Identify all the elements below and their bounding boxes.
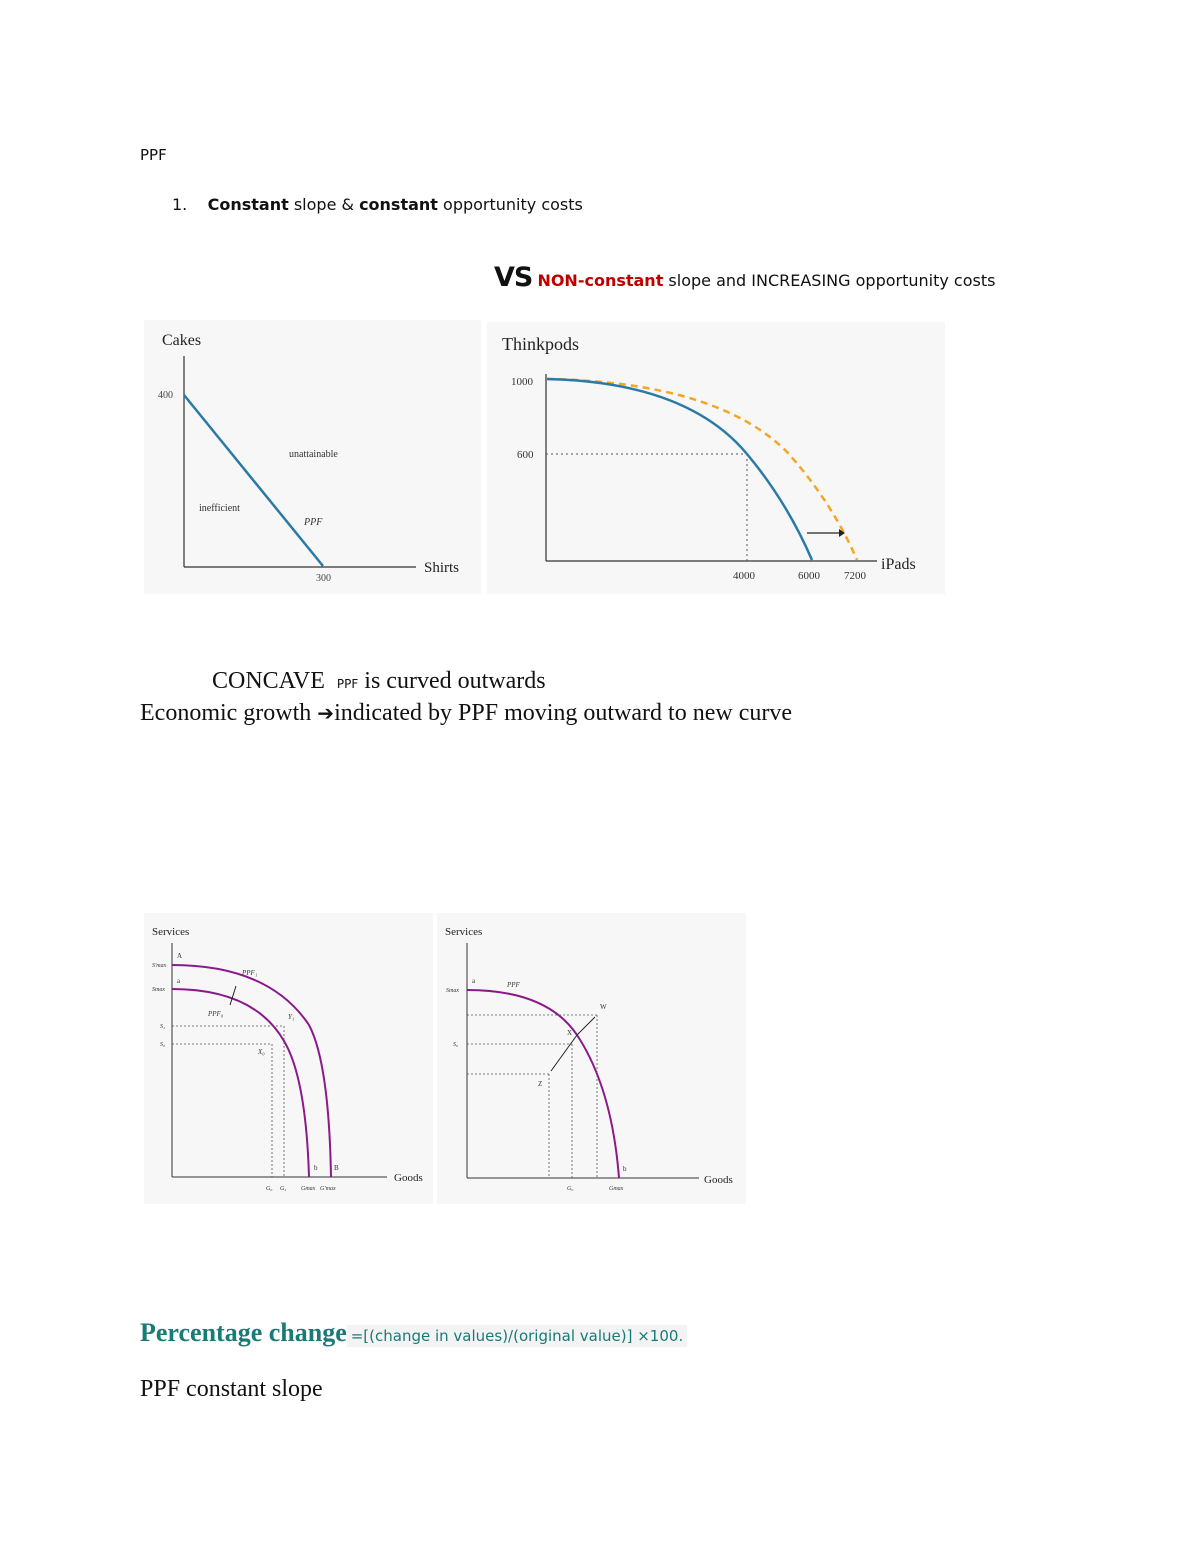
label-z: Z bbox=[538, 1080, 543, 1088]
growth-text: Economic growth bbox=[140, 700, 318, 726]
label-ppf: PPF bbox=[507, 981, 520, 989]
concave-rest: is curved outwards bbox=[358, 668, 546, 694]
label-smax: Smax bbox=[446, 988, 459, 994]
linear-ppf-chart bbox=[144, 320, 481, 594]
y-tick-1000: 1000 bbox=[511, 376, 533, 388]
vs-rest: slope and INCREASING opportunity costs bbox=[663, 271, 996, 290]
label-s0: S₀ bbox=[453, 1042, 459, 1048]
label-a: a bbox=[177, 977, 181, 985]
document-heading: PPF bbox=[140, 146, 167, 164]
arrow-to-w bbox=[577, 1017, 595, 1035]
y-axis-label: Services bbox=[445, 926, 483, 938]
x-tick-6000: 6000 bbox=[798, 570, 820, 582]
label-ppf1: PPF₁ bbox=[242, 969, 258, 977]
list-item-1 bbox=[172, 195, 583, 214]
non-constant-label: NON-constant bbox=[537, 271, 664, 290]
label-gmax: Gmax bbox=[301, 1186, 316, 1192]
growth-text-2: indicated by PPF moving outward to new curve bbox=[334, 700, 792, 726]
label-smax1: S'max bbox=[152, 963, 167, 969]
ppf-curve bbox=[547, 379, 812, 560]
ppf-shift-chart bbox=[144, 913, 433, 1204]
label-a: a bbox=[472, 977, 476, 985]
y-tick-400: 400 bbox=[158, 390, 173, 401]
ppf-line bbox=[184, 395, 323, 566]
label-gmax: Gmax bbox=[609, 1186, 624, 1192]
label-B: B bbox=[334, 1164, 339, 1172]
ppf-small: PPF bbox=[336, 677, 359, 691]
label-ppf0: PPF₀ bbox=[208, 1010, 224, 1018]
label-y1: Y₁ bbox=[288, 1013, 295, 1021]
vs-label: VS bbox=[494, 262, 533, 293]
label-x0: X₀ bbox=[258, 1048, 265, 1056]
label-g0: G₀ bbox=[266, 1186, 273, 1192]
y-axis-label: Cakes bbox=[162, 332, 202, 349]
label-A: A bbox=[177, 952, 183, 960]
growth-line bbox=[140, 700, 792, 727]
vs-line bbox=[494, 262, 995, 293]
percentage-change-label: Percentage change bbox=[140, 1318, 347, 1347]
item-text-2: opportunity costs bbox=[437, 195, 583, 214]
x-tick-4000: 4000 bbox=[733, 570, 755, 582]
label-b: b bbox=[314, 1164, 318, 1172]
percentage-change-line bbox=[140, 1318, 687, 1348]
label-g1: G₁ bbox=[280, 1186, 287, 1192]
concave-line bbox=[212, 668, 546, 695]
arrow-to-z bbox=[551, 1035, 577, 1071]
ppf-movement-chart bbox=[437, 913, 746, 1204]
y-axis-label: Thinkpods bbox=[502, 334, 580, 354]
x-axis-label: Goods bbox=[394, 1172, 423, 1184]
label-s0: S₀ bbox=[160, 1042, 166, 1048]
ppf-constant-slope-heading: PPF constant slope bbox=[140, 1376, 323, 1402]
label-g0: G₀ bbox=[567, 1186, 574, 1192]
x-axis-label: Goods bbox=[704, 1174, 733, 1186]
y-tick-600: 600 bbox=[517, 449, 534, 461]
x-tick-300: 300 bbox=[316, 573, 331, 584]
ppf-label: PPF bbox=[304, 517, 323, 528]
x-axis-label: iPads bbox=[881, 556, 916, 573]
label-b: b bbox=[623, 1165, 627, 1173]
arrow-icon: ➔ bbox=[317, 701, 335, 725]
item-text: slope & bbox=[288, 195, 360, 214]
percentage-formula: =[(change in values)/(original value)] ×100. bbox=[347, 1325, 687, 1347]
shift-arrow bbox=[230, 986, 236, 1005]
label-gmax1: G'max bbox=[320, 1186, 336, 1192]
label-x: X bbox=[567, 1029, 573, 1037]
unattainable-label: unattainable bbox=[289, 449, 338, 460]
concave-ppf-chart bbox=[487, 322, 945, 594]
x-tick-7200: 7200 bbox=[844, 570, 866, 582]
concave-word: CONCAVE bbox=[212, 668, 325, 694]
label-w: W bbox=[600, 1003, 607, 1011]
x-axis-label: Shirts bbox=[424, 560, 460, 576]
list-number: 1. bbox=[172, 195, 188, 214]
label-smax0: Smax bbox=[152, 987, 165, 993]
bold-constant: Constant bbox=[207, 195, 289, 214]
inefficient-label: inefficient bbox=[199, 503, 240, 514]
ppf-curve bbox=[467, 990, 619, 1178]
label-s1: S₁ bbox=[160, 1024, 166, 1030]
y-axis-label: Services bbox=[152, 926, 190, 938]
bold-constant-2: constant bbox=[359, 195, 438, 214]
